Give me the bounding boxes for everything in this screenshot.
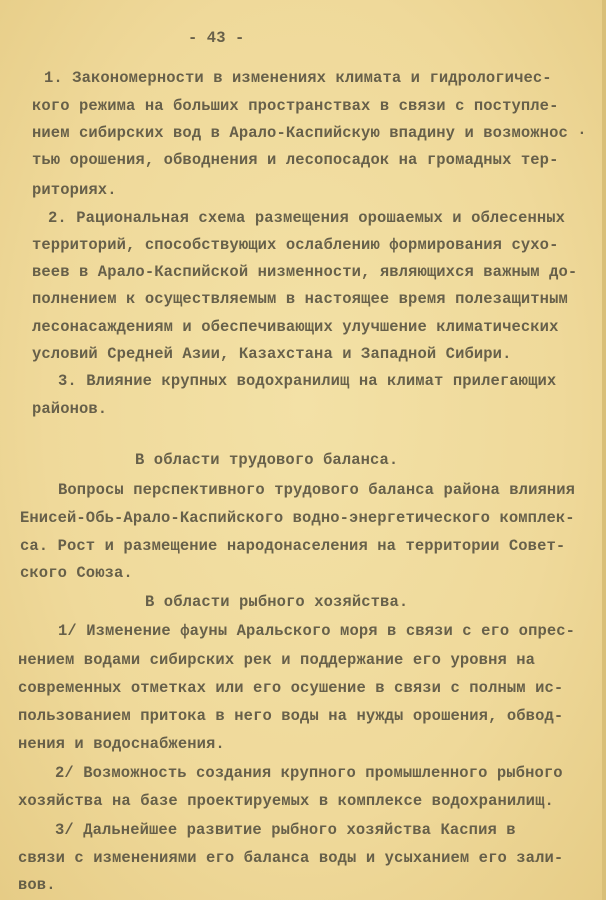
text-line: 1. Закономерности в изменениях климата и гидрологичес- xyxy=(44,69,552,87)
text-line: полнением к осуществляемым в настоящее время полезащитным xyxy=(32,290,568,308)
text-line: 1/ Изменение фауны Аральского моря в связи с его опрес- xyxy=(58,622,576,640)
text-line: са. Рост и размещение народонаселения на территории Совет- xyxy=(20,537,566,555)
text-line: 2/ Возможность создания крупного промышленного рыбного xyxy=(55,764,563,782)
text-line: 2. Рациональная схема размещения орошаемых и облесенных xyxy=(48,209,566,227)
text-line: связи с изменениями его баланса воды и усыханием его зали- xyxy=(18,849,564,867)
page-edge xyxy=(602,0,606,900)
section-heading-fishery: В области рыбного хозяйства. xyxy=(145,593,409,611)
text-line: пользованием притока в него воды на нужды орошения, обвод- xyxy=(18,707,564,725)
text-line: хозяйства на базе проектируемых в комплексе водохранилищ. xyxy=(18,792,554,810)
text-line: территорий, способствующих ослаблению формирования сухо- xyxy=(32,236,559,254)
text-line: кого режима на больших пространствах в связи с поступле- xyxy=(32,97,559,115)
text-line: нения и водоснабжения. xyxy=(18,735,225,753)
text-line: нием сибирских вод в Арало-Каспийскую впадину и возможнос · xyxy=(32,124,587,142)
text-line: ского Союза. xyxy=(20,564,133,582)
text-line: 3/ Дальнейшее развитие рыбного хозяйства Каспия в xyxy=(55,821,516,839)
text-line: современных отметках или его осушение в связи с полным ис- xyxy=(18,679,564,697)
text-line: районов. xyxy=(32,400,108,418)
text-line: 3. Влияние крупных водохранилищ на климат прилегающих xyxy=(58,372,557,390)
page-number: - 43 - xyxy=(188,29,245,47)
text-line: Вопросы перспективного трудового баланса района влияния xyxy=(58,481,576,499)
text-line: тью орошения, обводнения и лесопосадок на громадных тер- xyxy=(32,151,559,169)
text-line: условий Средней Азии, Казахстана и Западной Сибири. xyxy=(32,345,512,363)
text-line: вов. xyxy=(18,876,56,894)
text-line: веев в Арало-Каспийской низменности, являющихся важным до- xyxy=(32,263,578,281)
text-line: Енисей-Обь-Арало-Каспийского водно-энергетического комплек- xyxy=(20,509,575,527)
text-line: лесонасаждениям и обеспечивающих улучшение климатических xyxy=(32,318,559,336)
section-heading-labor: В области трудового баланса. xyxy=(135,451,399,469)
text-line: риториях. xyxy=(32,181,117,199)
text-line: нением водами сибирских рек и поддержание его уровня на xyxy=(18,651,536,669)
